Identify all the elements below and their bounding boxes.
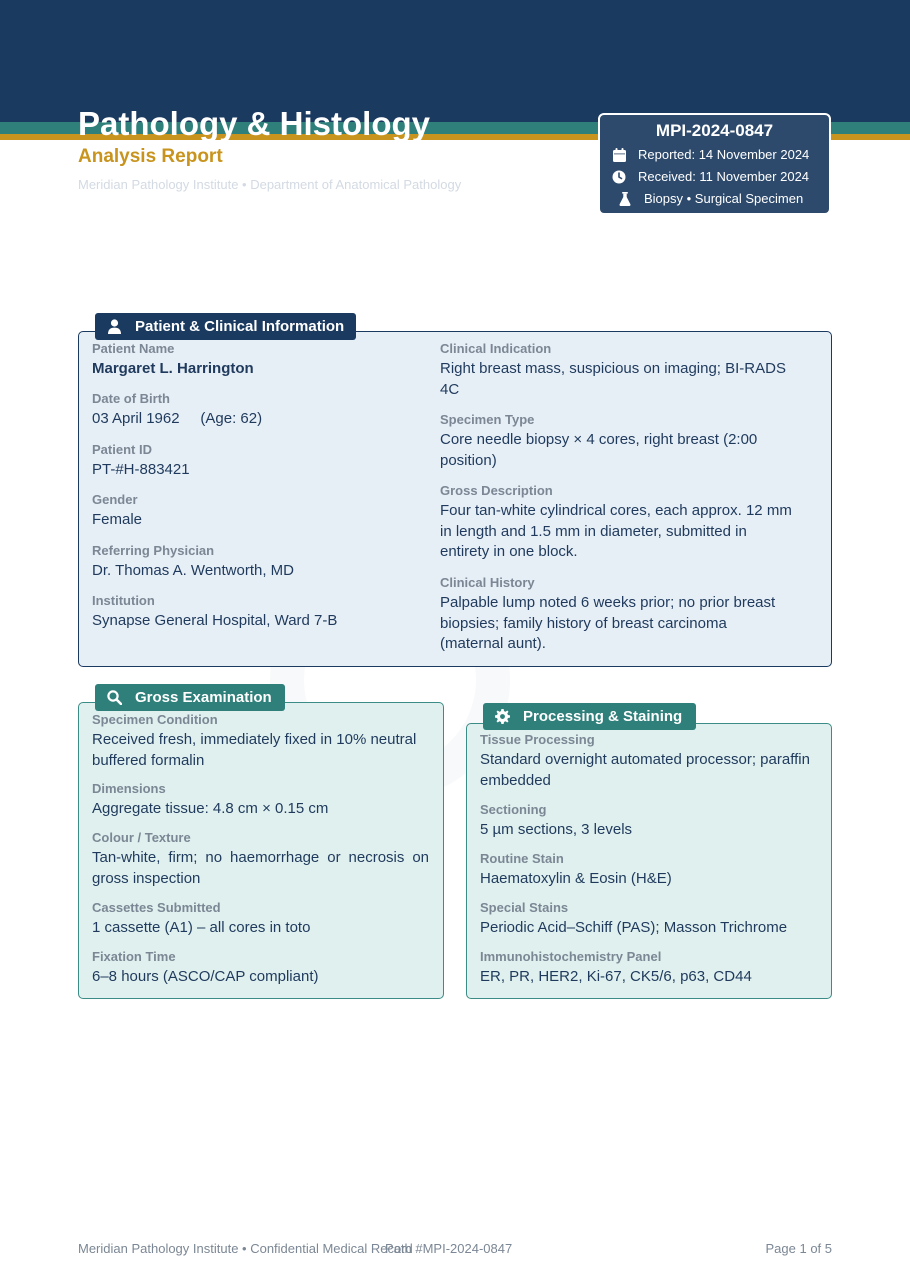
field-cassettes-submitted (92, 900, 429, 939)
footer-path-number: Path #MPI-2024-0847 (385, 1241, 513, 1256)
field-tissue-processing (480, 732, 820, 791)
gear-icon (493, 709, 511, 725)
field-label: Tissue Processing (480, 732, 595, 747)
specimen-type-label: Biopsy • Surgical Specimen (644, 191, 804, 206)
field-label: Routine Stain (480, 851, 564, 866)
field-value: 1 cassette (A1) – all cores in toto (92, 919, 311, 936)
field-value: Margaret L. Harrington (92, 360, 254, 377)
field-label: Date of Birth (92, 391, 170, 406)
field-gender (92, 492, 412, 531)
field-fixation-time (92, 949, 429, 988)
field-label: Clinical History (440, 575, 535, 590)
field-institution (92, 593, 412, 632)
field-value: 5 µm sections, 3 levels (480, 821, 633, 838)
processing-staining-header (483, 703, 696, 730)
field-label: Immunohistochemistry Panel (480, 949, 662, 964)
user-icon (105, 319, 123, 335)
field-routine-stain (480, 851, 820, 890)
field-specimen-type (440, 412, 792, 471)
reported-date: Reported: 14 November 2024 (638, 147, 810, 162)
gross-examination-header (95, 684, 285, 711)
field-gross-description (440, 483, 792, 563)
field-value: 03 April 1962 (Age: 62) (92, 410, 263, 427)
field-value: Synapse General Hospital, Ward 7-B (92, 612, 338, 629)
field-label: Cassettes Submitted (92, 900, 221, 915)
field-label: Specimen Condition (92, 712, 218, 727)
field-ihc-panel (480, 949, 820, 988)
field-value: 6–8 hours (ASCO/CAP compliant) (92, 968, 319, 985)
field-label: Sectioning (480, 802, 547, 817)
field-value: PT-#H-883421 (92, 461, 190, 478)
gross-examination-title: Gross Examination (135, 689, 272, 706)
flask-icon (616, 191, 634, 207)
field-value: Four tan-white cylindrical cores, each approx. 12 mm in length and 1.5 mm in diameter, submitted in entirety in one block. (440, 502, 792, 560)
field-value: Dr. Thomas A. Wentworth, MD (92, 562, 295, 579)
field-value: Standard overnight automated processor; paraffin embedded (480, 751, 810, 789)
report-subtitle: Analysis Report (78, 146, 223, 167)
field-clinical-indication (440, 341, 792, 400)
field-value: Female (92, 511, 143, 528)
field-value: Core needle biopsy × 4 cores, right breast (2:00 position) (440, 431, 758, 469)
institute-line: Meridian Pathology Institute • Department of Anatomical Pathology (78, 177, 462, 192)
received-date: Received: 11 November 2024 (638, 169, 810, 184)
field-label: Dimensions (92, 781, 166, 796)
search-icon (105, 690, 123, 706)
field-specimen-condition (92, 712, 429, 771)
field-patient-id (92, 442, 412, 481)
footer-page-number: Page 1 of 5 (765, 1241, 832, 1256)
footer-institute: Meridian Pathology Institute • Confidential Medical Record (78, 1241, 413, 1256)
field-value: Palpable lump noted 6 weeks prior; no prior breast biopsies; family history of breast carcinoma (maternal aunt). (440, 594, 776, 652)
patient-info-header (95, 313, 356, 340)
field-label: Institution (92, 593, 155, 608)
field-label: Clinical Indication (440, 341, 552, 356)
patient-info-title: Patient & Clinical Information (135, 318, 345, 335)
field-colour-texture (92, 830, 429, 889)
report-title: Pathology & Histology (78, 105, 431, 142)
field-label: Patient ID (92, 442, 152, 457)
field-label: Patient Name (92, 341, 175, 356)
received-date-row (610, 169, 825, 185)
field-value: Periodic Acid–Schiff (PAS); Masson Trichrome (480, 919, 788, 936)
field-label: Referring Physician (92, 543, 215, 558)
field-value: Received fresh, immediately fixed in 10% neutral buffered formalin (92, 731, 417, 769)
field-sectioning (480, 802, 820, 841)
field-value: Right breast mass, suspicious on imaging; BI-RADS 4C (440, 360, 786, 398)
field-value: Aggregate tissue: 4.8 cm × 0.15 cm (92, 800, 329, 817)
report-meta-card (598, 113, 831, 215)
field-label: Gross Description (440, 483, 553, 498)
field-dimensions (92, 781, 429, 820)
reported-date-row (610, 147, 825, 163)
field-patient-name (92, 341, 412, 380)
field-date-of-birth (92, 391, 412, 430)
field-label: Specimen Type (440, 412, 535, 427)
field-value: Haematoxylin & Eosin (H&E) (480, 870, 672, 887)
field-value: ER, PR, HER2, Ki-67, CK5/6, p63, CD44 (480, 968, 752, 985)
field-label: Special Stains (480, 900, 569, 915)
field-label: Colour / Texture (92, 830, 191, 845)
field-referring-physician (92, 543, 412, 582)
field-clinical-history (440, 575, 792, 655)
field-label: Fixation Time (92, 949, 176, 964)
field-label: Gender (92, 492, 138, 507)
report-id: MPI-2024-0847 (655, 121, 774, 140)
field-value: Tan-white, firm; no haemorrhage or necrosis on gross inspection (92, 849, 429, 887)
specimen-row (610, 191, 825, 207)
processing-staining-title: Processing & Staining (523, 708, 683, 725)
calendar-icon (610, 147, 628, 163)
field-special-stains (480, 900, 820, 939)
clock-icon (610, 169, 628, 185)
